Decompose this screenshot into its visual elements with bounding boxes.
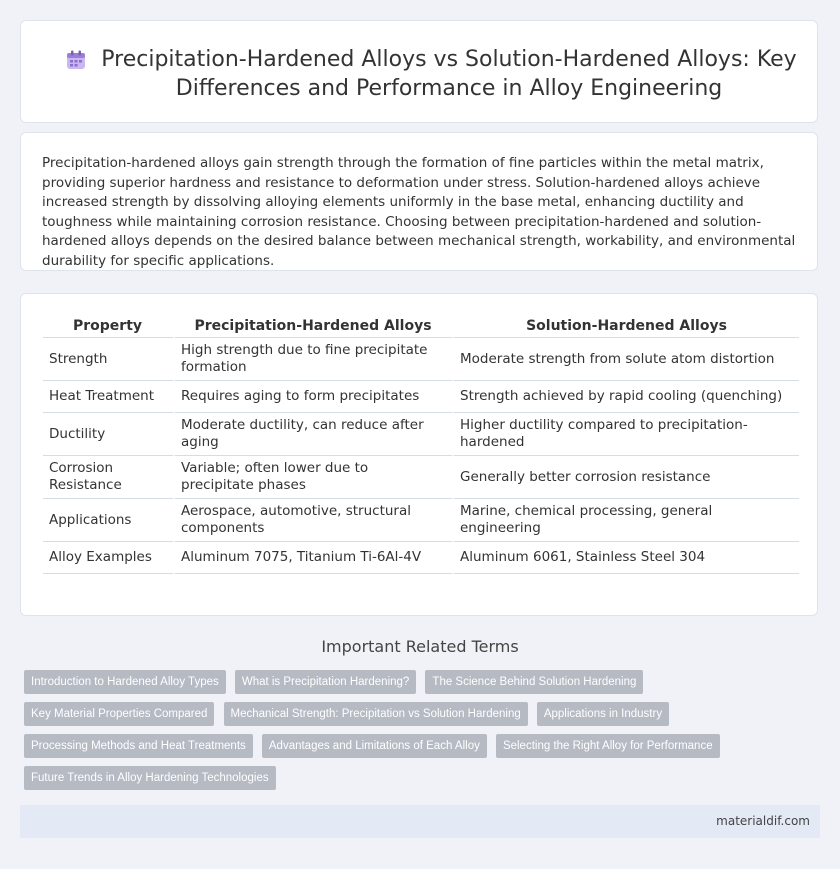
related-term-tag[interactable]: Key Material Properties Compared: [24, 702, 214, 726]
table-cell: Strength achieved by rapid cooling (quenching): [454, 381, 799, 413]
table-cell: Variable; often lower due to precipitate phases: [175, 456, 454, 499]
table-cell: Ductility: [43, 413, 175, 456]
comparison-table: [43, 312, 799, 574]
table-row: [43, 456, 799, 499]
related-term-tag[interactable]: Introduction to Hardened Alloy Types: [24, 670, 226, 694]
intro-card: [20, 132, 818, 271]
comparison-table-card: [20, 293, 818, 616]
table-cell: Applications: [43, 499, 175, 542]
table-cell: Generally better corrosion resistance: [454, 456, 799, 499]
table-row: [43, 542, 799, 574]
intro-paragraph: Precipitation-hardened alloys gain strength through the formation of fine particles within the metal matrix, providing superior hardness and resistance to deformation under stress. Solution-hardened alloys achieve increased strength by dissolving alloying elements uniformly in the base metal, enhancing ductility and toughness while maintaining corrosion resistance. Choosing between precipitation-hardened and solution-hardened alloys depends on the desired balance between mechanical strength, workability, and environmental durability for specific applications.: [42, 155, 796, 269]
related-term-tag[interactable]: Selecting the Right Alloy for Performance: [496, 734, 720, 758]
table-cell: Moderate ductility, can reduce after aging: [175, 413, 454, 456]
related-term-tag[interactable]: Future Trends in Alloy Hardening Technologies: [24, 766, 276, 790]
table-cell: High strength due to fine precipitate formation: [175, 338, 454, 381]
related-terms-heading: Important Related Terms: [321, 637, 519, 656]
related-term-tag[interactable]: Advantages and Limitations of Each Alloy: [262, 734, 487, 758]
table-cell: Higher ductility compared to precipitation-hardened: [454, 413, 799, 456]
table-header-row: [43, 312, 799, 338]
table-cell: Aluminum 6061, Stainless Steel 304: [454, 542, 799, 574]
table-cell: Heat Treatment: [43, 381, 175, 413]
table-cell: Alloy Examples: [43, 542, 175, 574]
related-terms-list: [24, 670, 804, 798]
table-row: [43, 499, 799, 542]
related-term-tag[interactable]: Processing Methods and Heat Treatments: [24, 734, 253, 758]
column-header-precipitation: Precipitation-Hardened Alloys: [175, 312, 454, 338]
table-row: [43, 413, 799, 456]
table-cell: Corrosion Resistance: [43, 456, 175, 499]
related-term-tag[interactable]: What is Precipitation Hardening?: [235, 670, 416, 694]
table-cell: Aluminum 7075, Titanium Ti-6Al-4V: [175, 542, 454, 574]
footer-site-name[interactable]: materialdif.com: [716, 814, 810, 828]
table-row: [43, 381, 799, 413]
table-cell: Marine, chemical processing, general engineering: [454, 499, 799, 542]
footer: [20, 805, 820, 838]
table-row: [43, 338, 799, 381]
header-card: [20, 20, 818, 123]
table-cell: Strength: [43, 338, 175, 381]
calendar-icon: [65, 49, 87, 71]
table-cell: Moderate strength from solute atom distortion: [454, 338, 799, 381]
column-header-property: Property: [43, 312, 175, 338]
page-title: Precipitation-Hardened Alloys vs Solution-Hardened Alloys: Key Differences and Performance in Alloy Engineering: [101, 47, 797, 101]
table-cell: Requires aging to form precipitates: [175, 381, 454, 413]
related-term-tag[interactable]: Mechanical Strength: Precipitation vs Solution Hardening: [224, 702, 528, 726]
related-term-tag[interactable]: The Science Behind Solution Hardening: [425, 670, 643, 694]
table-cell: Aerospace, automotive, structural components: [175, 499, 454, 542]
related-term-tag[interactable]: Applications in Industry: [537, 702, 669, 726]
column-header-solution: Solution-Hardened Alloys: [454, 312, 799, 338]
